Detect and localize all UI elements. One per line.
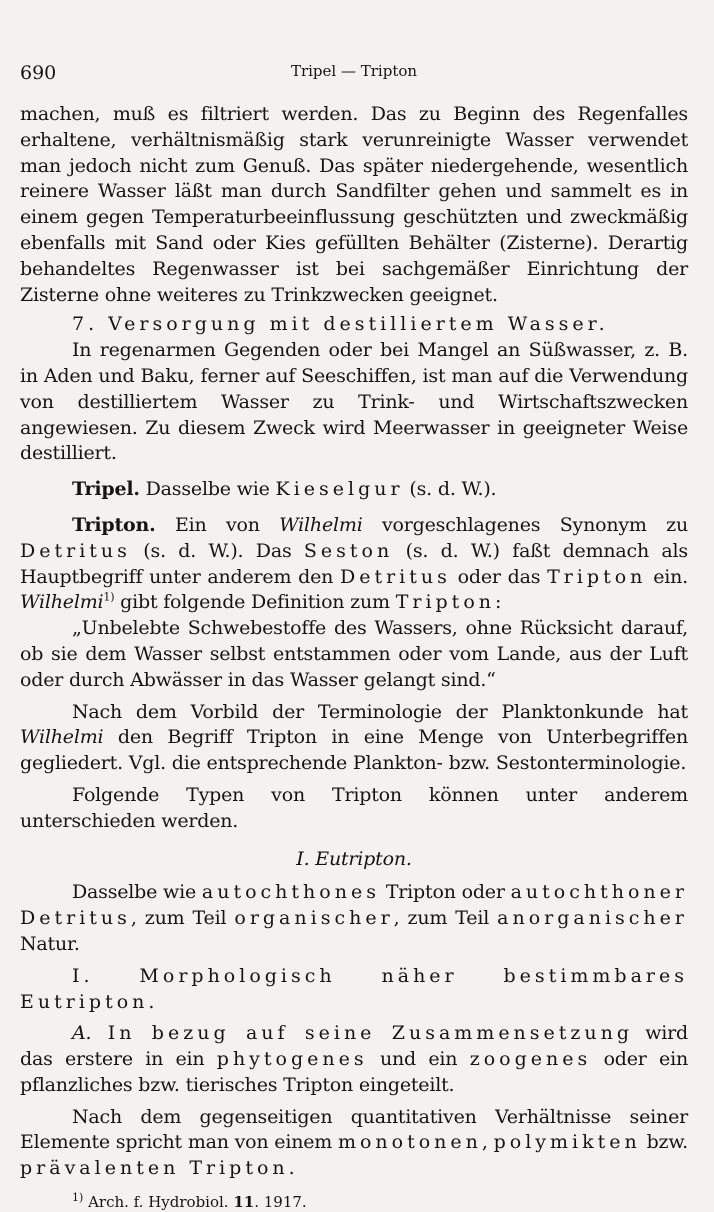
paragraph-rainwater: machen, muß es filtriert werden. Das zu Beginn des Regenfalles erhaltene, verhältnismäßig stark verunreinigte Wasser verwendet man jedoch nicht zum Genuß. Das später niedergehende, wesentlich reinere Wasser läßt man durch Sandfilter gehen und sammelt es in einem gegen Temperaturbeeinflussung geschützten und zweckmäßig ebenfalls mit Sand oder Kies gefüllten Behälter (Zisterne). Derartig behandeltes Regenwasser ist bei sachgemäßer Einrichtung der Zisterne ohne weiteres zu Trinkzwecken geeignet.: [20, 103, 688, 306]
footnote-reference: 1): [103, 591, 115, 605]
entry-tripel: Tripel. Dasselbe wie Kieselgur (s. d. W.).: [72, 478, 497, 501]
entry-term-tripel: Tripel.: [72, 478, 140, 501]
page-number: 690: [20, 62, 57, 84]
paragraph-terminology: Nach dem Vorbild der Terminologie der Planktonkunde hat Wilhelmi den Begriff Tripton in eine Menge von Unterbegriffen gegliedert. Vgl. die entsprechende Plankton- bzw. Sestonterminologie.: [20, 700, 688, 775]
definition-quote: „Unbelebte Schwebestoffe des Wassers, ohne Rücksicht darauf, ob sie dem Wasser selbst entstammen oder vom Lande, aus der Luft oder durch Abwässer in das Wasser gelangt sind.“: [20, 617, 688, 691]
running-head: [20, 58, 688, 86]
paragraph-eutripton: Dasselbe wie autochthones Tripton oder autochthoner Detritus, zum Teil organischer, zum Teil anorganischer Natur.: [20, 881, 688, 955]
section-heading-7: 7. Versorgung mit destilliertem Wasser.: [72, 313, 609, 336]
paragraph-types: Folgende Typen von Tripton können unter anderem unterschieden werden.: [20, 783, 688, 832]
subheading-morphological: I. Morphologisch näher bestimmbares Eutripton.: [20, 964, 688, 1013]
footnote-mark: 1): [72, 1191, 84, 1205]
footnote: $^{1)}$ Arch. f. Hydrobiol. 11. 1917.: [72, 1191, 307, 1212]
subheading-eutripton: I. Eutripton.: [296, 847, 412, 870]
entry-term-tripton: Tripton.: [72, 513, 156, 536]
paragraph-quantitative: Nach dem gegenseitigen quantitativen Verhältnisse seiner Elemente spricht man von einem monotonen, polymikten bzw. prävalenten Tripton.: [20, 1105, 688, 1180]
running-head-title: Tripel — Tripton: [290, 62, 418, 80]
book-page: [20, 58, 688, 1212]
paragraph-distilled-water: In regenarmen Gegenden oder bei Mangel an Süßwasser, z. B. in Aden und Baku, ferner auf Seeschiffen, ist man auf die Verwendung von destilliertem Wasser zu Trink- und Wirtschaftszwecken angewiesen. Zu diesem Zweck wird Meerwasser in geeigneter Weise destilliert.: [20, 339, 688, 465]
page-body: [20, 102, 688, 1212]
paragraph-composition: A. In bezug auf seine Zusammensetzung wird das erstere in ein phytogenes und ein zoogenes oder ein pflanzliches bzw. tierisches Tripton eingeteilt.: [20, 1022, 688, 1096]
entry-tripton: Tripton. Ein von Wilhelmi vorgeschlagenes Synonym zu Detritus (s. d. W.). Das Seston (s. d. W.) faßt demnach als Hauptbegriff unter anderem den Detritus oder das Tripton ein. Wilhelmi$^{1)}$ gibt folgende Definition zum Tripton:: [20, 513, 688, 614]
